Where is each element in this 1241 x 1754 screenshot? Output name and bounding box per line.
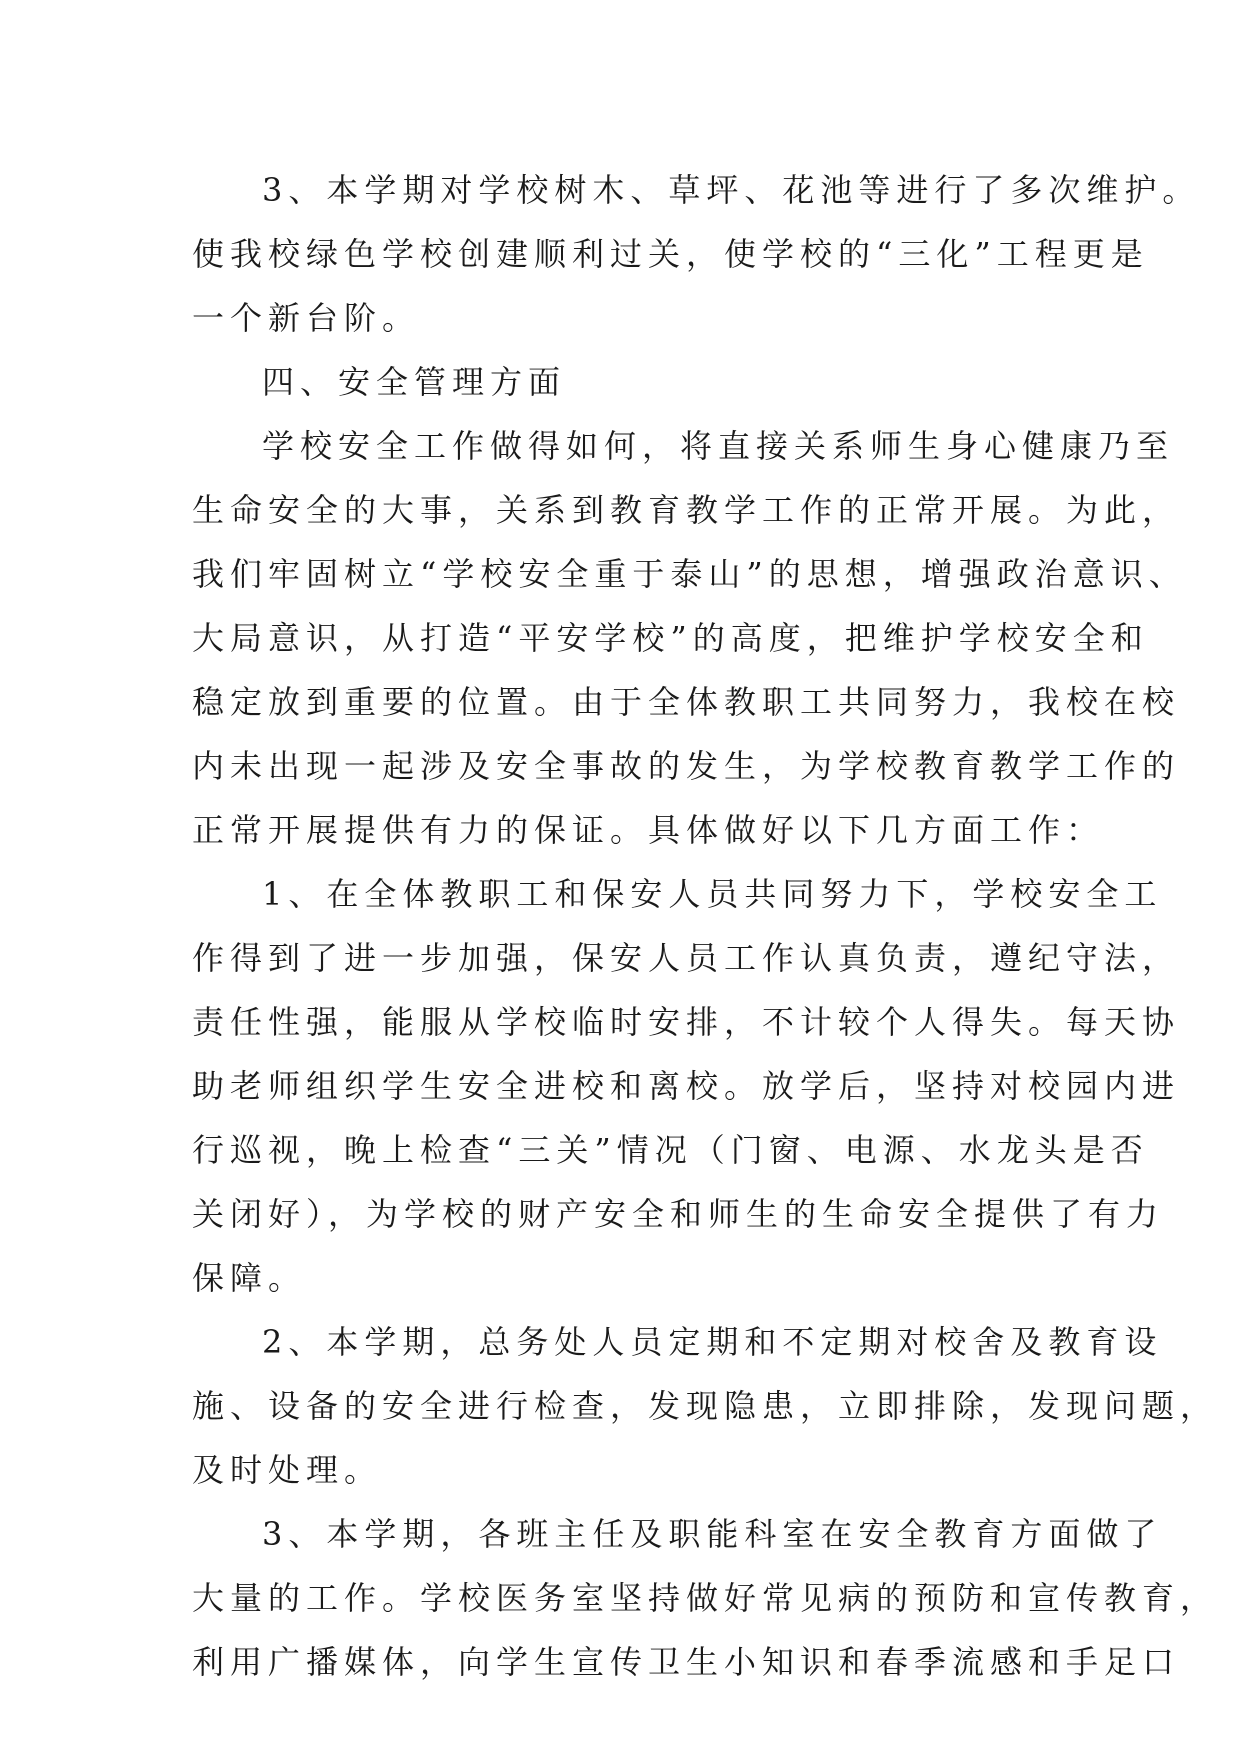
document-body [192, 158, 1219, 1694]
text-line: 3、本学期对学校树木、草坪、花池等进行了多次维护。 [262, 171, 1201, 209]
text-line: 施、设备的安全进行检查，发现隐患，立即排除，发现问题， [192, 1387, 1219, 1425]
text-line: 关闭好），为学校的财产安全和师生的生命安全提供了有力 [192, 1195, 1165, 1233]
text-line: 1、在全体教职工和保安人员共同努力下，学校安全工 [262, 875, 1163, 913]
text-line: 稳定放到重要的位置。由于全体教职工共同努力，我校在校 [192, 683, 1181, 721]
text-line: 3、本学期，各班主任及职能科室在安全教育方面做了 [262, 1515, 1163, 1553]
text-line: 作得到了进一步加强，保安人员工作认真负责，遵纪守法， [192, 939, 1181, 977]
text-line: 保障。 [192, 1259, 307, 1297]
text-line: 助老师组织学生安全进校和离校。放学后，坚持对校园内进 [192, 1067, 1181, 1105]
text-line: 一个新台阶。 [192, 299, 421, 337]
text-line: 正常开展提供有力的保证。具体做好以下几方面工作： [192, 811, 1105, 849]
text-line: 利用广播媒体，向学生宣传卫生小知识和春季流感和手足口 [192, 1643, 1181, 1681]
text-line: 2、本学期，总务处人员定期和不定期对校舍及教育设 [262, 1323, 1163, 1361]
text-line: 四、安全管理方面 [262, 363, 567, 401]
text-line: 大量的工作。学校医务室坚持做好常见病的预防和宣传教育， [192, 1579, 1219, 1617]
text-line: 我们牢固树立“学校安全重于泰山”的思想，增强政治意识、 [192, 555, 1187, 593]
text-line: 使我校绿色学校创建顺利过关，使学校的“三化”工程更是 [192, 235, 1149, 273]
text-line: 责任性强，能服从学校临时安排，不计较个人得失。每天协 [192, 1003, 1181, 1041]
text-line: 内未出现一起涉及安全事故的发生，为学校教育教学工作的 [192, 747, 1181, 785]
text-line: 生命安全的大事，关系到教育教学工作的正常开展。为此， [192, 491, 1181, 529]
text-line: 及时处理。 [192, 1451, 383, 1489]
text-line: 学校安全工作做得如何，将直接关系师生身心健康乃至 [262, 427, 1175, 465]
text-line: 大局意识，从打造“平安学校”的高度，把维护学校安全和 [192, 619, 1149, 657]
text-line: 行巡视，晚上检查“三关”情况（门窗、电源、水龙头是否 [192, 1131, 1149, 1169]
